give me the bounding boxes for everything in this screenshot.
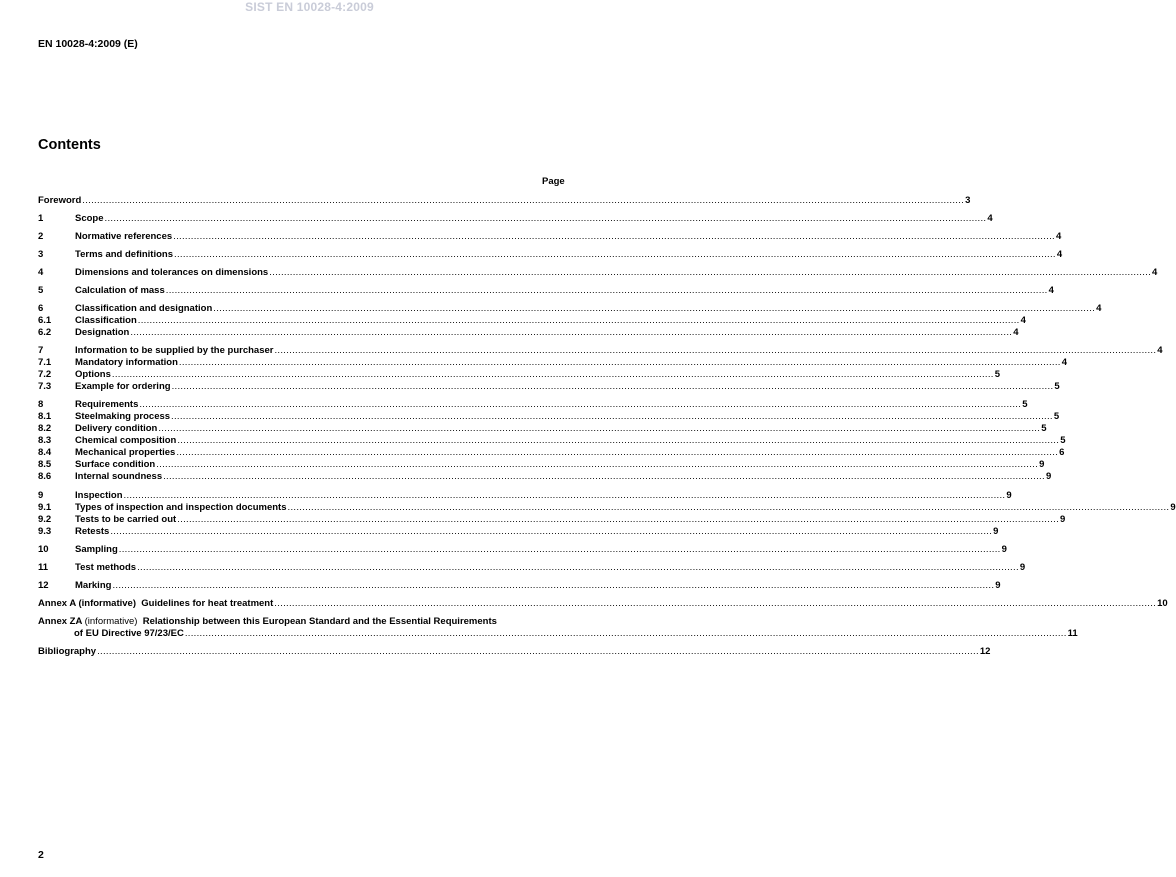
toc-entry-retests[interactable] <box>38 526 999 538</box>
toc-section-number: 7.2 <box>38 369 52 380</box>
toc-entry-title: Surface condition <box>75 459 156 470</box>
toc-entry-title: Requirements <box>75 399 139 410</box>
toc-leader-dots: ............................................................................................................................................................................................................................................................................................................ <box>139 399 1022 410</box>
toc-page-number: 9 <box>993 526 999 537</box>
toc-entry-title: Retests <box>75 526 110 537</box>
toc-entry-test-methods[interactable] <box>38 562 1026 574</box>
toc-section-number: 5 <box>38 285 44 296</box>
toc-page-number: 5 <box>1060 435 1066 446</box>
toc-page-number: 9 <box>1060 514 1066 525</box>
toc-entry-title: Calculation of mass <box>75 285 165 296</box>
toc-page-number: 4 <box>1061 357 1068 368</box>
toc-entry-classification-and-designation[interactable] <box>38 303 1102 315</box>
toc-page-number: 9 <box>1045 471 1052 482</box>
toc-entry-normative-references[interactable] <box>38 231 1062 243</box>
toc-leader-dots: ............................................................................................................................................................................................................................................................................................................ <box>171 411 1053 422</box>
toc-entry-title: Information to be supplied by the purchaser <box>75 345 274 356</box>
toc-leader-dots: ............................................................................................................................................................................................................................................................................................................ <box>111 369 994 380</box>
toc-leader-dots: ............................................................................................................................................................................................................................................................................................................ <box>112 580 995 591</box>
toc-page-number: 4 <box>987 213 993 224</box>
toc-section-number: 12 <box>38 580 49 591</box>
toc-entry-title: Marking <box>75 580 112 591</box>
toc-page-number: 4 <box>1096 303 1102 314</box>
toc-leader-dots: ............................................................................................................................................................................................................................................................................................................ <box>274 345 1157 356</box>
toc-page-number: 9 <box>1170 502 1176 513</box>
toc-page-number: 9 <box>1001 544 1007 555</box>
toc-page-number: 11 <box>1067 628 1078 639</box>
toc-leader-dots: ............................................................................................................................................................................................................................................................................................................ <box>177 435 1060 446</box>
toc-leader-dots: ............................................................................................................................................................................................................................................................................................................ <box>287 502 1170 513</box>
toc-leader-dots: ............................................................................................................................................................................................................................................................................................................ <box>123 490 1006 501</box>
toc-section-number: 9.1 <box>38 502 52 513</box>
toc-entry-title: Types of inspection and inspection documents <box>75 502 287 513</box>
watermark: SIST EN 10028-4:2009 <box>245 0 374 14</box>
toc-page-number: 4 <box>1013 327 1019 338</box>
toc-entry-title: Test methods <box>75 562 137 573</box>
toc-leader-dots: ............................................................................................................................................................................................................................................................................................................ <box>177 514 1060 525</box>
toc-page-number: 3 <box>965 195 971 206</box>
toc-page-number: 6 <box>1059 447 1065 458</box>
toc-leader-dots: ............................................................................................................................................................................................................................................................................................................ <box>156 459 1039 470</box>
toc-section-number: 8 <box>38 399 44 410</box>
toc-entry-scope[interactable] <box>38 213 993 225</box>
toc-entry-calculation-of-mass[interactable] <box>38 285 1054 297</box>
page-column-label: Page <box>542 176 565 187</box>
toc-page-number: 9 <box>1019 562 1026 573</box>
toc-page-number: 4 <box>1056 249 1063 260</box>
toc-entry-example-for-ordering[interactable] <box>38 381 1060 393</box>
toc-entry-title: Designation <box>75 327 130 338</box>
toc-leader-dots: ............................................................................................................................................................................................................................................................................................................ <box>269 267 1152 278</box>
toc-section-number: 8.3 <box>38 435 52 446</box>
toc-entry-annex-za[interactable] <box>38 616 569 628</box>
toc-entry-inspection[interactable] <box>38 490 1012 502</box>
toc-entry-annex-prefix <box>38 598 273 610</box>
toc-entry-dimensions[interactable] <box>38 267 1158 279</box>
toc-section-number: 9.2 <box>38 514 52 525</box>
toc-entry-title: Mechanical properties <box>75 447 176 458</box>
annex-a-label: Annex A (informative) <box>38 598 137 609</box>
toc-section-number: 6 <box>38 303 44 314</box>
toc-section-number: 6.1 <box>38 315 52 326</box>
toc-page-number: 5 <box>1054 381 1060 392</box>
toc-page-number: 5 <box>1041 423 1047 434</box>
toc-section-number: 8.5 <box>38 459 52 470</box>
toc-leader-dots: ............................................................................................................................................................................................................................................................................................................ <box>184 628 1067 639</box>
toc-entry-delivery-condition[interactable] <box>38 423 1047 435</box>
toc-page-number: 12 <box>979 646 991 657</box>
toc-section-number: 2 <box>38 231 44 242</box>
toc-entry-terms-and-definitions[interactable] <box>38 249 1063 261</box>
toc-leader-dots: ............................................................................................................................................................................................................................................................................................................ <box>178 357 1061 368</box>
toc-leader-dots: ............................................................................................................................................................................................................................................................................................................ <box>158 423 1041 434</box>
toc-entry-title: Bibliography <box>38 646 97 657</box>
toc-leader-dots: ............................................................................................................................................................................................................................................................................................................ <box>173 231 1055 242</box>
toc-section-number: 8.1 <box>38 411 52 422</box>
toc-section-number: 7.1 <box>38 357 52 368</box>
toc-leader-dots: ............................................................................................................................................................................................................................................................................................................ <box>137 562 1019 573</box>
toc-page-number: 10 <box>1157 598 1168 609</box>
toc-section-number: 3 <box>38 249 44 260</box>
toc-page-number: 5 <box>994 369 1001 380</box>
toc-page-number: 9 <box>1006 490 1012 501</box>
toc-page-number: 9 <box>1039 459 1045 470</box>
toc-entry-title: Normative references <box>75 231 173 242</box>
toc-page-number: 4 <box>1048 285 1054 296</box>
toc-section-number: 11 <box>38 562 49 573</box>
toc-entry-information-supplied[interactable] <box>38 345 1163 357</box>
toc-entry-title: Foreword <box>38 195 82 206</box>
toc-entry-surface-condition[interactable] <box>38 459 1045 471</box>
toc-entry-title-continuation: of EU Directive 97/23/EC <box>74 628 184 639</box>
toc-entry-title: Options <box>75 369 111 380</box>
toc-entry-title: Internal soundness <box>75 471 163 482</box>
toc-entry-title: Scope <box>75 213 104 224</box>
toc-page-number: 4 <box>1056 231 1062 242</box>
toc-entry-title: Chemical composition <box>75 435 177 446</box>
annex-za-informative: (informative) <box>84 616 138 627</box>
document-id: EN 10028-4:2009 (E) <box>38 38 138 50</box>
toc-entry-title: Terms and definitions <box>75 249 174 260</box>
toc-section-number: 8.2 <box>38 423 52 434</box>
toc-entry-title: Mandatory information <box>75 357 178 368</box>
toc-section-number: 7 <box>38 345 44 356</box>
toc-entry-title: Example for ordering <box>75 381 171 392</box>
toc-section-number: 9.3 <box>38 526 52 537</box>
toc-page-number: 4 <box>1152 267 1158 278</box>
toc-entry-foreword[interactable] <box>38 195 971 207</box>
toc-leader-dots: ............................................................................................................................................................................................................................................................................................................ <box>171 381 1054 392</box>
toc-leader-dots: ............................................................................................................................................................................................................................................................................................................ <box>176 447 1059 458</box>
toc-leader-dots: ............................................................................................................................................................................................................................................................................................................ <box>274 598 1157 609</box>
toc-section-number: 10 <box>38 544 49 555</box>
toc-entry-title: Sampling <box>75 544 118 555</box>
toc-entry-mechanical-properties[interactable] <box>38 447 1065 459</box>
toc-entry-title: Dimensions and tolerances on dimensions <box>75 267 269 278</box>
toc-entry-title: Classification and designation <box>75 303 213 314</box>
toc-entry-title: Inspection <box>75 490 123 501</box>
toc-section-number: 7.3 <box>38 381 52 392</box>
toc-section-number: 1 <box>38 213 44 224</box>
contents-heading: Contents <box>38 137 101 153</box>
toc-entry-title: Delivery condition <box>75 423 158 434</box>
page-number: 2 <box>38 849 44 861</box>
toc-leader-dots: ............................................................................................................................................................................................................................................................................................................ <box>82 195 965 206</box>
toc-page-number: 5 <box>1053 411 1060 422</box>
toc-page-number: 4 <box>1020 315 1026 326</box>
toc-leader-dots: ............................................................................................................................................................................................................................................................................................................ <box>165 285 1048 296</box>
toc-entry-tests-to-be-carried-out[interactable] <box>38 514 1066 526</box>
toc-section-number: 8.6 <box>38 471 52 482</box>
toc-section-number: 6.2 <box>38 327 52 338</box>
toc-section-number: 8.4 <box>38 447 52 458</box>
toc-leader-dots: ............................................................................................................................................................................................................................................................................................................ <box>137 315 1020 326</box>
toc-page-number: 9 <box>995 580 1001 591</box>
toc-entry-title: Classification <box>75 315 137 326</box>
toc-entry-types-of-inspection[interactable] <box>38 502 1176 514</box>
toc-entry-classification[interactable] <box>38 315 1026 327</box>
toc-entry-bibliography[interactable] <box>38 646 991 658</box>
toc-entry-internal-soundness[interactable] <box>38 471 1052 483</box>
toc-section-number: 4 <box>38 267 44 278</box>
toc-leader-dots: ............................................................................................................................................................................................................................................................................................................ <box>110 526 993 537</box>
toc-entry-title: Tests to be carried out <box>75 514 177 525</box>
toc-leader-dots: ............................................................................................................................................................................................................................................................................................................ <box>104 213 987 224</box>
toc-entry-annex-a[interactable] <box>38 598 1168 610</box>
toc-leader-dots: ............................................................................................................................................................................................................................................................................................................ <box>163 471 1045 482</box>
toc-entry-chemical-composition[interactable] <box>38 435 1066 447</box>
toc-entry-designation[interactable] <box>38 327 1019 339</box>
toc-entry-options[interactable] <box>38 369 1001 381</box>
toc-entry-requirements[interactable] <box>38 399 1028 411</box>
toc-entry-steelmaking-process[interactable] <box>38 411 1060 423</box>
toc-page-number: 4 <box>1157 345 1163 356</box>
toc-leader-dots: ............................................................................................................................................................................................................................................................................................................ <box>130 327 1013 338</box>
toc-section-number: 9 <box>38 490 44 501</box>
toc-entry-marking[interactable] <box>38 580 1001 592</box>
toc-leader-dots: ............................................................................................................................................................................................................................................................................................................ <box>213 303 1096 314</box>
toc-leader-dots: ............................................................................................................................................................................................................................................................................................................ <box>118 544 1001 555</box>
toc-page-number: 5 <box>1022 399 1028 410</box>
toc-entry-title: Guidelines for heat treatment <box>141 598 274 609</box>
annex-za-label: Annex ZA <box>38 616 82 627</box>
toc-entry-annex-za-continuation[interactable] <box>74 628 1078 640</box>
toc-entry-sampling[interactable] <box>38 544 1007 556</box>
toc-leader-dots: ............................................................................................................................................................................................................................................................................................................ <box>174 249 1056 260</box>
toc-entry-title: Steelmaking process <box>75 411 171 422</box>
toc-entry-title: Relationship between this European Standard and the Essential Requirements <box>142 616 497 627</box>
toc-leader-dots: ............................................................................................................................................................................................................................................................................................................ <box>97 646 979 657</box>
toc-entry-mandatory-information[interactable] <box>38 357 1068 369</box>
